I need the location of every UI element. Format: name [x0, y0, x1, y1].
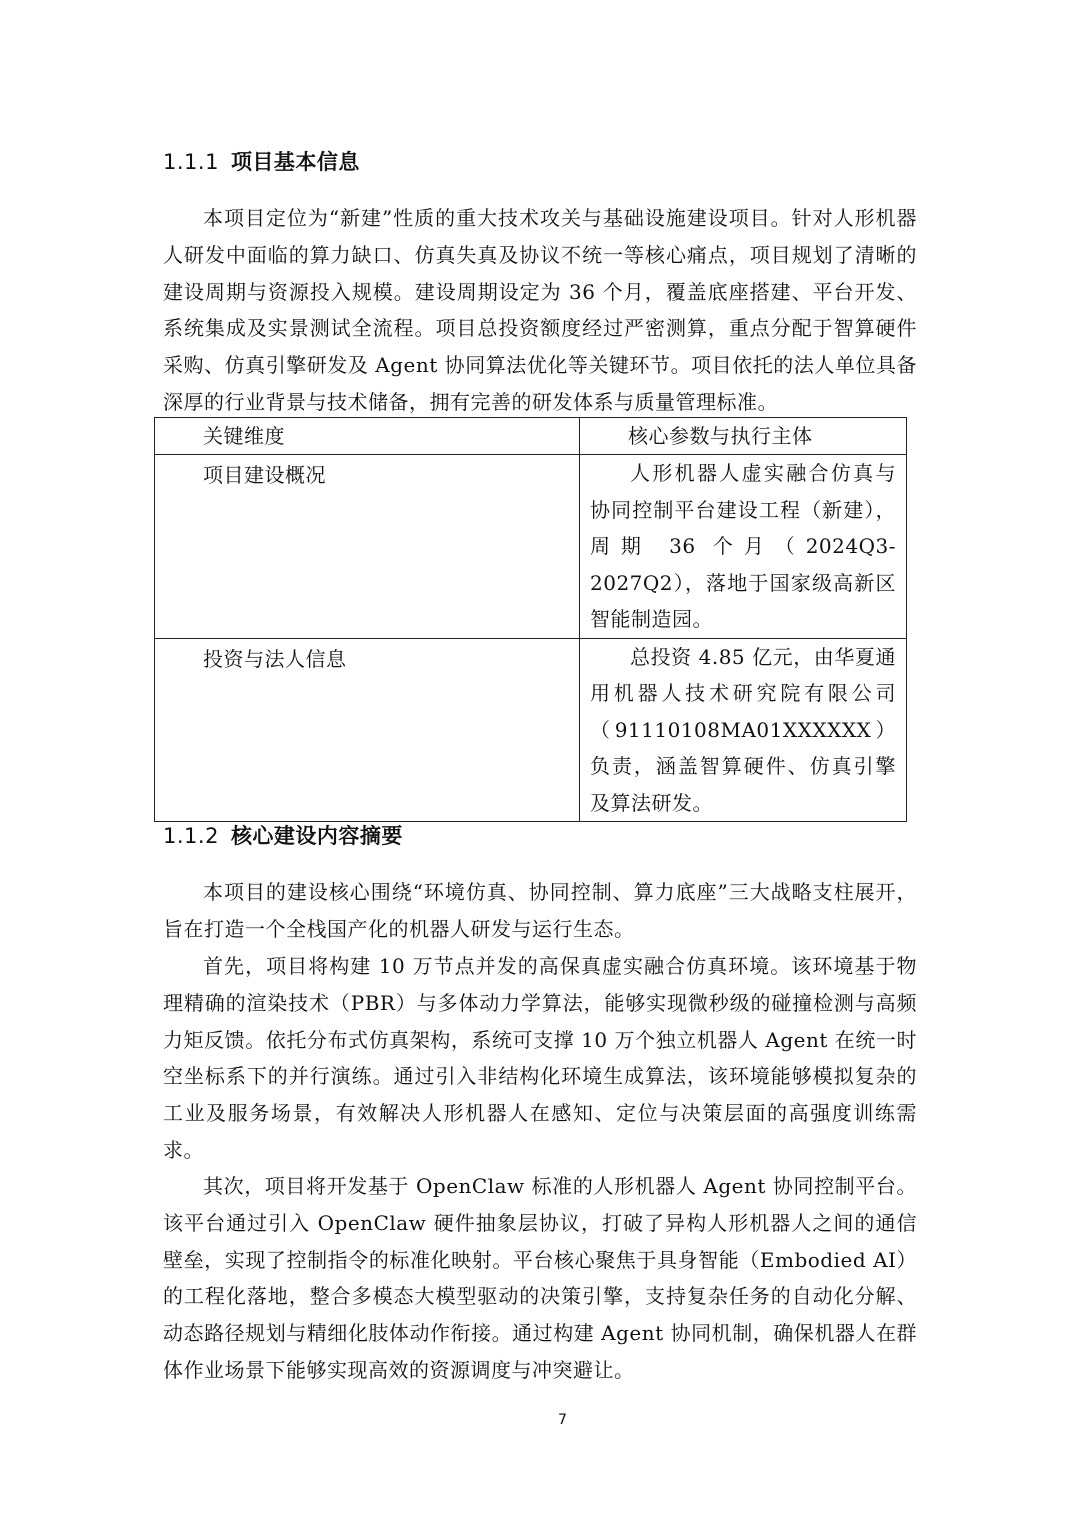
section-title: 核心建设内容摘要	[230, 824, 403, 848]
section-title: 项目基本信息	[230, 150, 360, 174]
table-cell-detail: 人形机器人虚实融合仿真与协同控制平台建设工程（新建），周期 36 个月（2024Q3-2027Q2），落地于国家级高新区智能制造园。	[580, 455, 907, 639]
table-header-row	[155, 418, 907, 455]
table-header-dimension: 关键维度	[155, 418, 580, 455]
table-cell-dimension: 项目建设概况	[155, 455, 580, 639]
section-heading-1-1-1	[163, 146, 360, 176]
section-number: 1.1.2	[163, 824, 219, 848]
table-cell-dimension: 投资与法人信息	[155, 638, 580, 822]
table-header-detail: 核心参数与执行主体	[580, 418, 907, 455]
key-info-table	[154, 417, 907, 822]
body-paragraph: 本项目的建设核心围绕“环境仿真、协同控制、算力底座”三大战略支柱展开，旨在打造一个全栈国产化的机器人研发与运行生态。	[163, 880, 917, 941]
page-number: 7	[558, 1412, 567, 1428]
table-row	[155, 455, 907, 639]
section-number: 1.1.1	[163, 150, 219, 174]
table-cell-detail: 总投资 4.85 亿元，由华夏通用机器人技术研究院有限公司（91110108MA01XXXXXX）负责，涵盖智算硬件、仿真引擎及算法研发。	[580, 638, 907, 822]
table-row	[155, 638, 907, 822]
body-paragraph: 首先，项目将构建 10 万节点并发的高保真虚实融合仿真环境。该环境基于物理精确的渲染技术（PBR）与多体动力学算法，能够实现微秒级的碰撞检测与高频力矩反馈。依托分布式仿真架构，系统可支撑 10 万个独立机器人 Agent 在统一时空坐标系下的并行演练。通过引入非结构化环境生成算法，该环境能够模拟复杂的工业及服务场景，有效解决人形机器人在感知、定位与决策层面的高强度训练需求。	[163, 954, 917, 1162]
section-heading-1-1-2	[163, 820, 403, 850]
intro-paragraph: 本项目定位为“新建”性质的重大技术攻关与基础设施建设项目。针对人形机器人研发中面临的算力缺口、仿真失真及协议不统一等核心痛点，项目规划了清晰的建设周期与资源投入规模。建设周期设定为 36 个月，覆盖底座搭建、平台开发、系统集成及实景测试全流程。项目总投资额度经过严密测算，重点分配于智算硬件采购、仿真引擎研发及 Agent 协同算法优化等关键环节。项目依托的法人单位具备深厚的行业背景与技术储备，拥有完善的研发体系与质量管理标准。	[163, 206, 917, 414]
body-paragraph: 其次，项目将开发基于 OpenClaw 标准的人形机器人 Agent 协同控制平台。该平台通过引入 OpenClaw 硬件抽象层协议，打破了异构人形机器人之间的通信壁垒，实现了控制指令的标准化映射。平台核心聚焦于具身智能（Embodied AI）的工程化落地，整合多模态大模型驱动的决策引擎，支持复杂任务的自动化分解、动态路径规划与精细化肢体动作衔接。通过构建 Agent 协同机制，确保机器人在群体作业场景下能够实现高效的资源调度与冲突避让。	[163, 1174, 917, 1382]
